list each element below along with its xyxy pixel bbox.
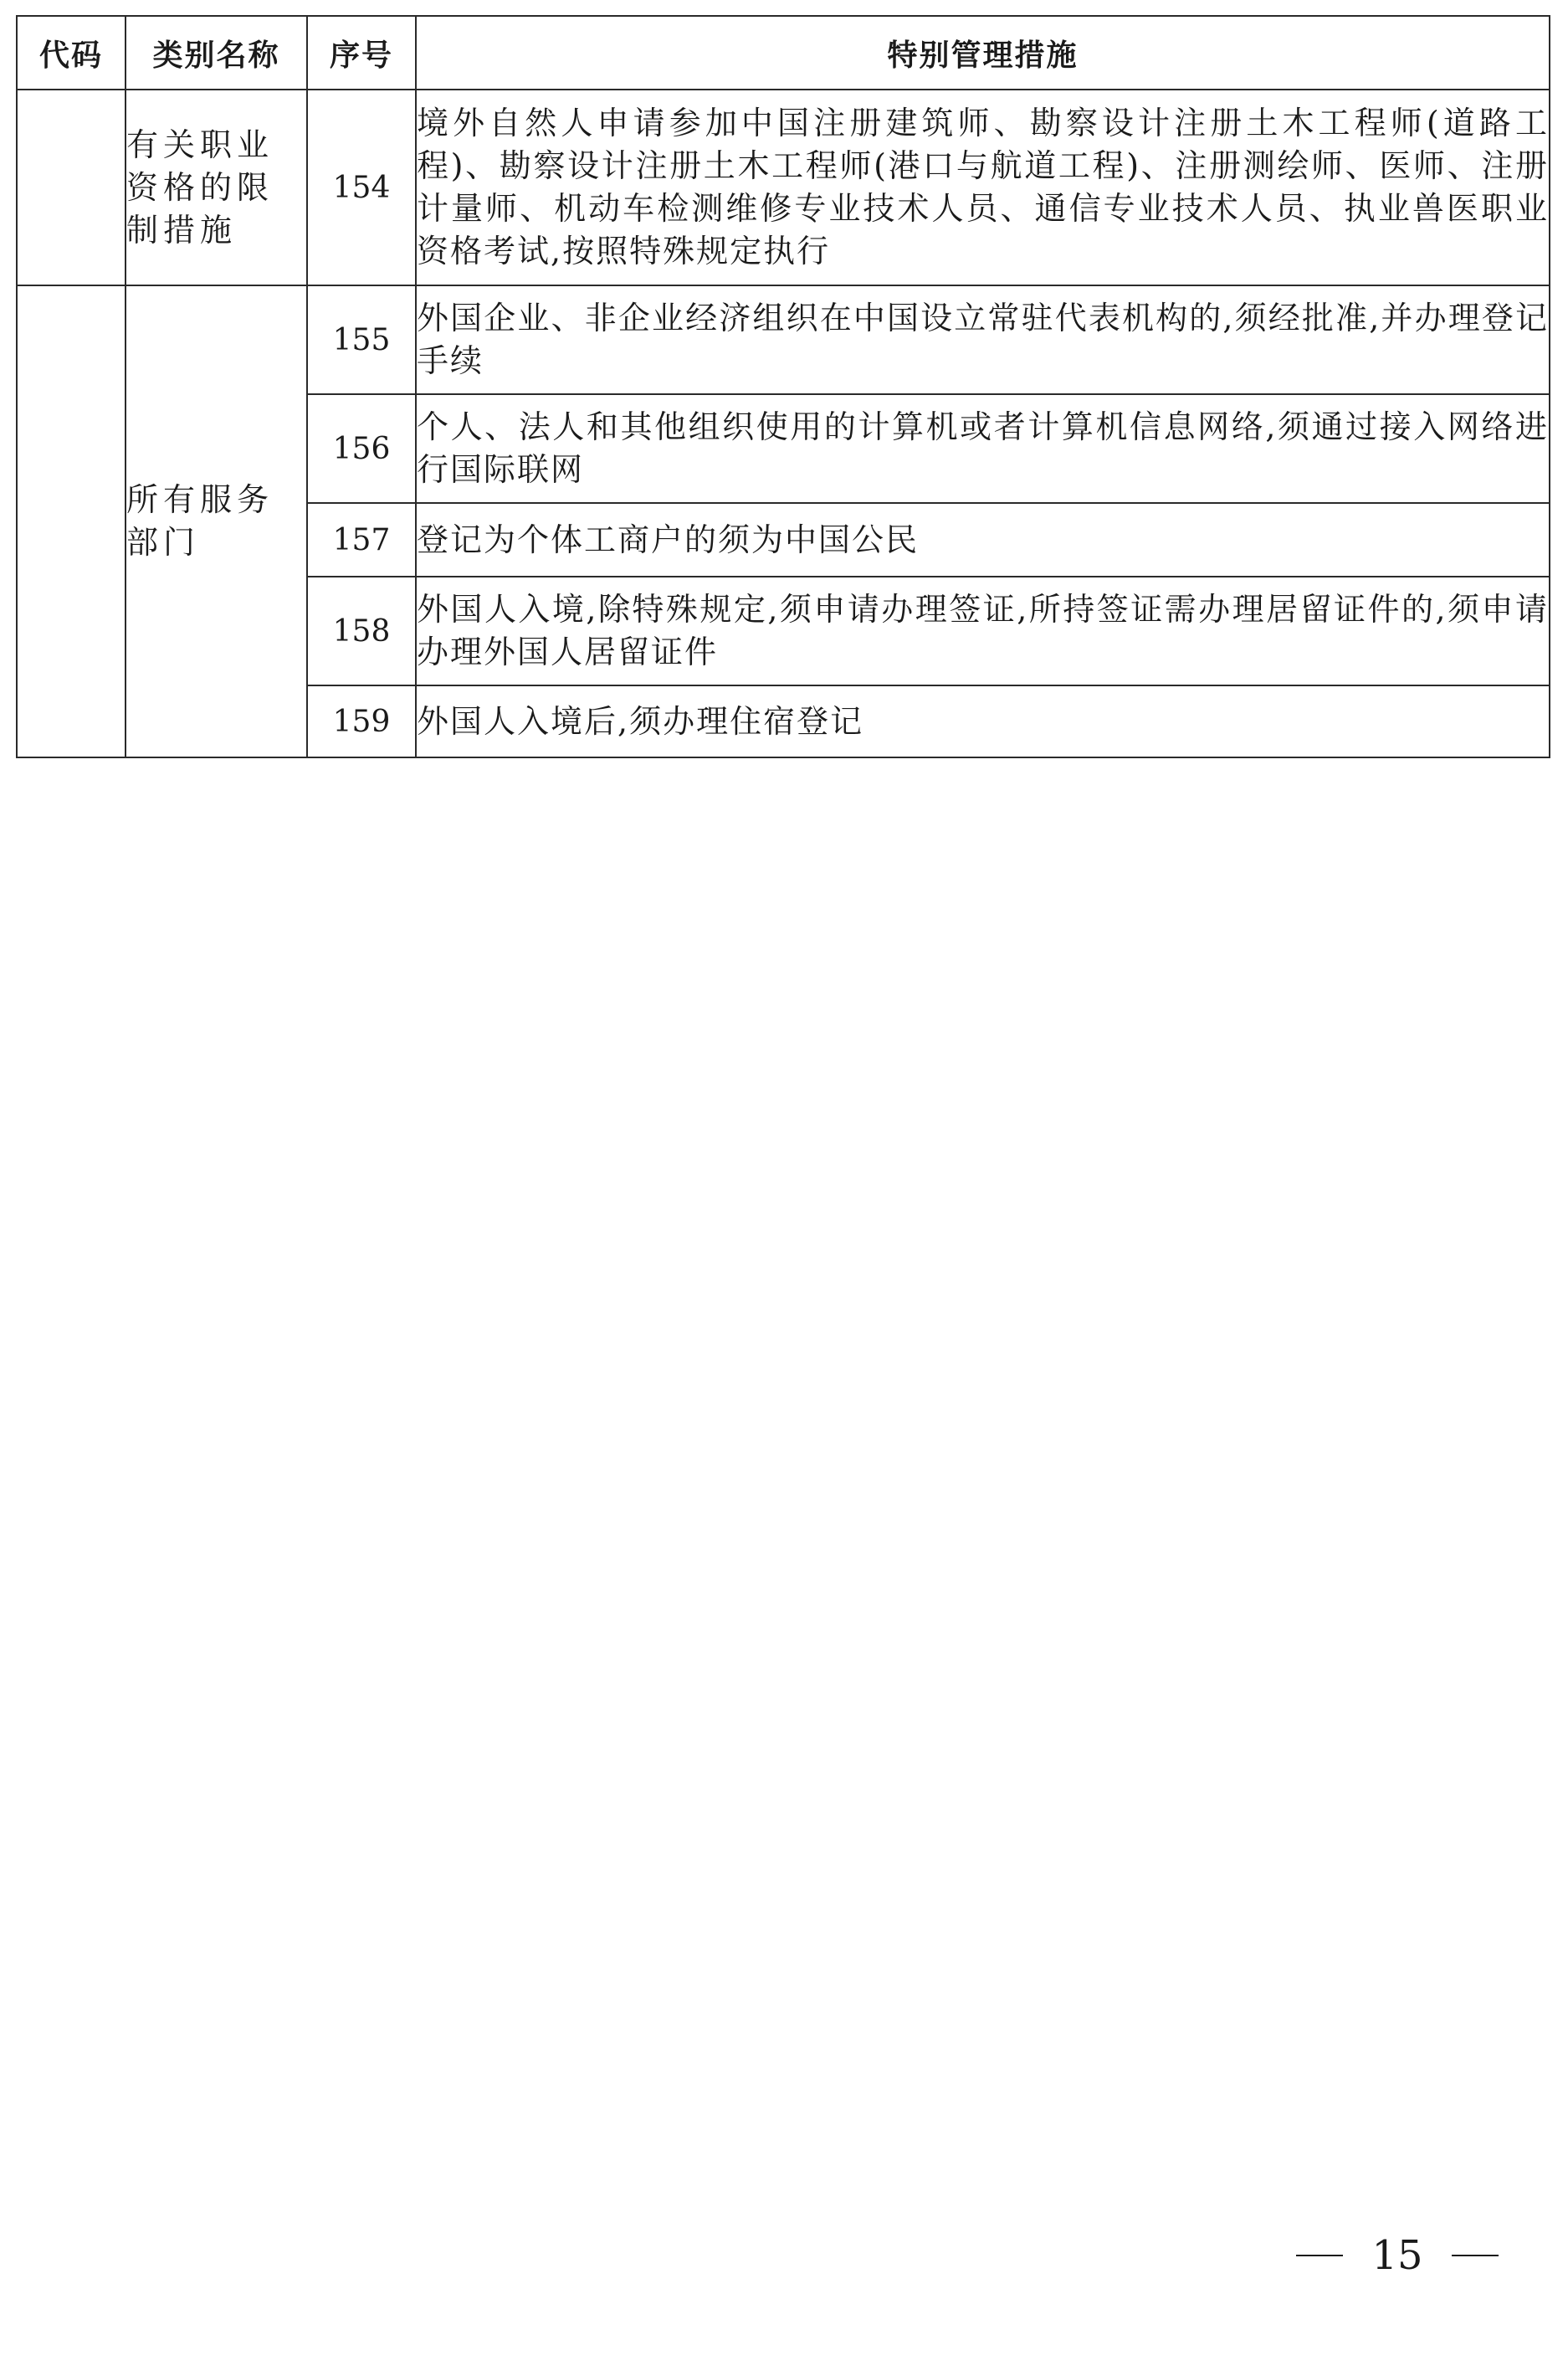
header-category: 类别名称 <box>126 16 307 90</box>
category-cell: 有关职业资格的限制措施 <box>126 90 307 285</box>
seq-cell: 158 <box>307 577 416 685</box>
seq-cell: 157 <box>307 503 416 577</box>
seq-cell: 156 <box>307 394 416 503</box>
measure-cell: 外国人入境后,须办理住宿登记 <box>416 685 1550 757</box>
seq-cell: 155 <box>307 285 416 394</box>
code-cell <box>17 285 126 757</box>
measure-cell: 境外自然人申请参加中国注册建筑师、勘察设计注册土木工程师(道路工程)、勘察设计注册土木工程师(港口与航道工程)、注册测绘师、医师、注册计量师、机动车检测维修专业技术人员、通信专业技术人员、执业兽医职业资格考试,按照特殊规定执行 <box>416 90 1550 285</box>
header-code: 代码 <box>17 16 126 90</box>
page-number: 15 <box>1371 2232 1423 2279</box>
footer-dash-left <box>1296 2255 1343 2256</box>
measure-cell: 外国人入境,除特殊规定,须申请办理签证,所持签证需办理居留证件的,须申请办理外国人居留证件 <box>416 577 1550 685</box>
footer-dash-right <box>1452 2255 1499 2256</box>
measure-cell: 登记为个体工商户的须为中国公民 <box>416 503 1550 577</box>
table-row <box>17 90 1550 285</box>
measure-cell: 外国企业、非企业经济组织在中国设立常驻代表机构的,须经批准,并办理登记手续 <box>416 285 1550 394</box>
special-measures-table <box>16 15 1550 758</box>
code-cell <box>17 90 126 285</box>
seq-cell: 154 <box>307 90 416 285</box>
table-row <box>17 285 1550 394</box>
header-seq: 序号 <box>307 16 416 90</box>
header-measure: 特别管理措施 <box>416 16 1550 90</box>
category-cell: 所有服务部门 <box>126 285 307 757</box>
table-header-row <box>17 16 1550 90</box>
page-footer <box>1272 2226 1523 2285</box>
measure-cell: 个人、法人和其他组织使用的计算机或者计算机信息网络,须通过接入网络进行国际联网 <box>416 394 1550 503</box>
seq-cell: 159 <box>307 685 416 757</box>
